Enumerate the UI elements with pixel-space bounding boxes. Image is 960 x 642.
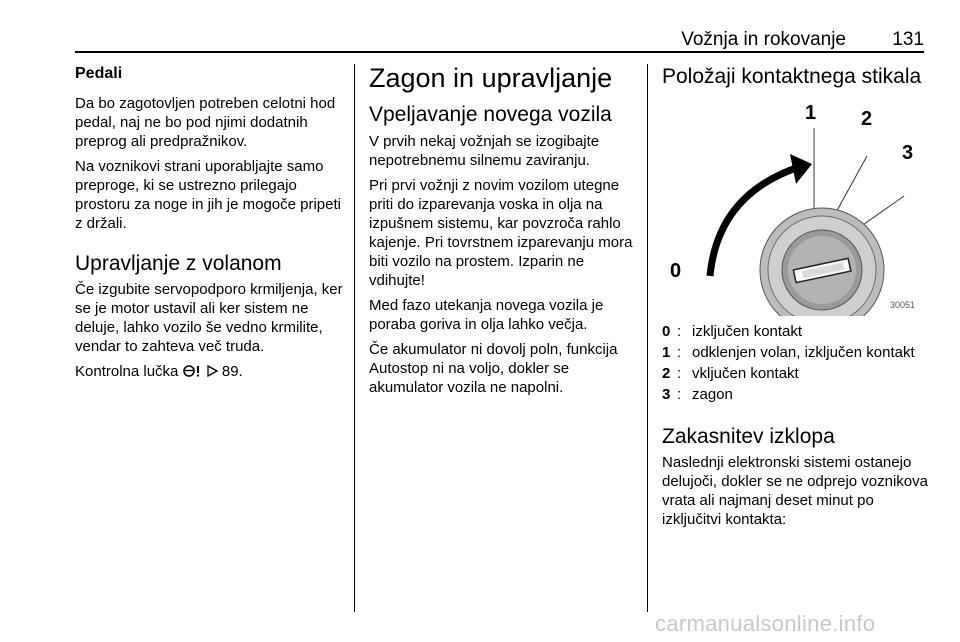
legend-key: 2	[662, 365, 671, 382]
legend-item: 3 : zagon	[662, 385, 930, 404]
legend-text: zagon	[692, 386, 733, 403]
paragraph: Med fazo utekanja novega vozila je poraba goriva in olja lahko večja.	[369, 297, 604, 333]
column-1	[75, 64, 347, 387]
legend-text: izključen kontakt	[692, 323, 803, 340]
section-title-steering: Upravljanje z volanom	[75, 252, 282, 275]
lamp-text: Kontrolna lučka	[75, 363, 179, 380]
legend-key: 1	[662, 344, 671, 361]
paragraph: Če izgubite servopodporo krmiljenja, ker se je motor ustavil ali ker sistem ne deluje, lahko vozilo še vedno krmilite, vendar to zahteva več truda.	[75, 281, 343, 355]
section-title-break-in: Vpeljavanje novega vozila	[369, 103, 612, 126]
column-divider-1	[354, 64, 355, 612]
watermark: carmanualsonline.info	[655, 611, 876, 636]
column-3	[662, 64, 930, 535]
paragraph: Na voznikovi strani uporabljajte samo preproge, ki se ustrezno prilegajo prostoru za noge in jih je mogoče pripeti z držali.	[75, 158, 341, 232]
legend-text: odklenjen volan, izključen kontakt	[692, 344, 915, 361]
paragraph: Naslednji elektronski sistemi ostanejo delujoči, dokler se ne odprejo voznikova vrata ali najmanj deset minut po izključitvi kontakta:	[662, 454, 928, 528]
page-header	[75, 29, 924, 49]
steering-warning-icon	[183, 362, 203, 381]
column-divider-2	[647, 64, 648, 612]
section-title-ignition: Položaji kontaktnega stikala	[662, 65, 922, 88]
position-label-0: 0	[670, 260, 682, 282]
paragraph: Pri prvi vožnji z novim vozilom utegne priti do izparevanja voska in olja na izpušnem sistemu, kar povzroča rahlo kajenje. Pri tovrstnem izparevanju mora biti vozilo na prostem. Izparin ne vdihujte!	[369, 177, 633, 289]
legend-key: 3	[662, 386, 671, 403]
page-number: 131	[892, 29, 924, 50]
column-2	[369, 62, 637, 403]
position-label-2: 2	[861, 108, 873, 130]
page-reference-arrow-icon	[207, 362, 218, 381]
warning-lamp-reference	[75, 362, 347, 381]
position-label-1: 1	[805, 102, 817, 124]
heading-pedali: Pedali	[75, 65, 123, 82]
paragraph: Da bo zagotovljen potreben celotni hod pedal, naj ne bo pod njimi dodatnih preprog ali predpražnikov.	[75, 95, 336, 150]
header-rule	[75, 51, 924, 53]
legend-key: 0	[662, 323, 671, 340]
figure-id: 30051	[890, 300, 916, 310]
legend-list	[662, 322, 930, 404]
ignition-switch-figure	[662, 98, 926, 316]
legend-item: 2 : vključen kontakt	[662, 364, 930, 383]
position-label-3: 3	[902, 142, 914, 164]
running-header-title: Vožnja in rokovanje	[681, 29, 846, 50]
legend-item: 0 : izključen kontakt	[662, 322, 930, 341]
paragraph: V prvih nekaj vožnjah se izogibajte nepotrebnemu silnemu zaviranju.	[369, 133, 600, 169]
legend-text: vključen kontakt	[692, 365, 799, 382]
chapter-title: Zagon in upravljanje	[369, 63, 613, 93]
page-ref: 89.	[221, 363, 243, 380]
ignition-diagram	[662, 98, 926, 316]
legend-item: 1 : odklenjen volan, izključen kontakt	[662, 343, 930, 362]
section-title-delayed-off: Zakasnitev izklopa	[662, 425, 835, 448]
paragraph: Če akumulator ni dovolj poln, funkcija Autostop ni na voljo, dokler se akumulator vozila ne napolni.	[369, 341, 618, 396]
